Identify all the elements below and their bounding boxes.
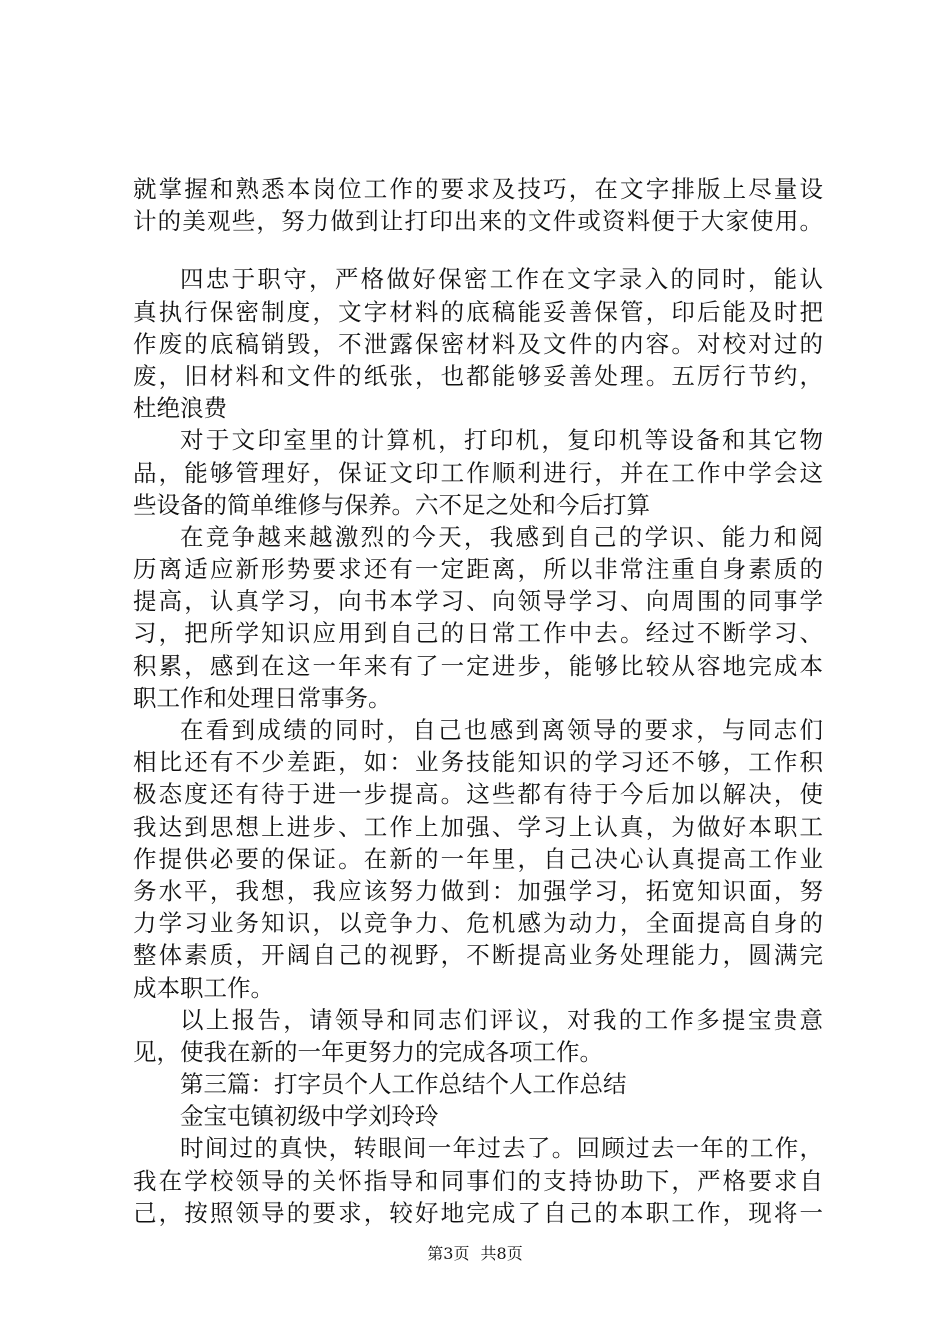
text-line: 我在学校领导的关怀指导和同事们的支持协助下，严格要求自: [133, 1166, 823, 1195]
text-line: 力学习业务知识，以竞争力、危机感为动力，全面提高自身的: [133, 909, 823, 938]
text-line: 作废的底稿销毁，不泄露保密材料及文件的内容。对校对过的: [133, 329, 823, 358]
text-line: 整体素质，开阔自己的视野，不断提高业务处理能力，圆满完: [133, 941, 823, 970]
text-line: 职工作和处理日常事务。: [133, 683, 392, 712]
text-line: 在看到成绩的同时，自己也感到离领导的要求，与同志们: [180, 716, 823, 744]
text-line: 己，按照领导的要求，较好地完成了自己的本职工作，现将一: [133, 1198, 823, 1227]
text-line: 对于文印室里的计算机，打印机，复印机等设备和其它物: [180, 426, 823, 455]
text-line: 成本职工作。: [133, 973, 274, 1002]
text-line: 相比还有不少差距，如：业务技能知识的学习还不够，工作积: [133, 748, 823, 777]
text-line: 见，使我在新的一年更努力的完成各项工作。: [133, 1037, 603, 1066]
text-line: 时间过的真快，转眼间一年过去了。回顾过去一年的工作，: [180, 1134, 823, 1163]
text-line: 作提供必要的保证。在新的一年里，自己决心认真提高工作业: [133, 844, 823, 873]
author-line: 金宝屯镇初级中学刘玲玲: [180, 1102, 439, 1131]
text-line: 计的美观些，努力做到让打印出来的文件或资料便于大家使用。: [133, 207, 823, 236]
text-line: 习，把所学知识应用到自己的日常工作中去。经过不断学习、: [133, 619, 823, 648]
text-line: 在竞争越来越激烈的今天，我感到自己的学识、能力和阅: [180, 522, 823, 551]
page-total: 共8页: [480, 1244, 523, 1263]
text-line: 就掌握和熟悉本岗位工作的要求及技巧，在文字排版上尽量设: [133, 175, 823, 203]
document-body: [133, 173, 823, 1229]
text-line: 杜绝浪费: [133, 394, 227, 423]
text-line: 务水平，我想，我应该努力做到：加强学习，拓宽知识面，努: [133, 876, 823, 905]
text-line: 历离适应新形势要求还有一定距离，所以非常注重自身素质的: [133, 555, 823, 584]
section-heading: 第三篇：打字员个人工作总结个人工作总结: [180, 1070, 627, 1099]
text-line: 以上报告，请领导和同志们评议，对我的工作多提宝贵意: [180, 1005, 823, 1034]
page-footer: [0, 1244, 950, 1264]
text-line: 品，能够管理好，保证文印工作顺利进行，并在工作中学会这: [133, 458, 823, 487]
text-line: 积累，感到在这一年来有了一定进步，能够比较从容地完成本: [133, 651, 823, 680]
text-line: 极态度还有待于进一步提高。这些都有待于今后加以解决，使: [133, 780, 823, 809]
text-line: 提高，认真学习，向书本学习、向领导学习、向周围的同事学: [133, 587, 823, 616]
text-line: 真执行保密制度，文字材料的底稿能妥善保管，印后能及时把: [133, 297, 823, 326]
page-number: 第3页: [427, 1244, 470, 1263]
text-line: 些设备的简单维修与保养。六不足之处和今后打算: [133, 490, 650, 519]
text-line: 我达到思想上进步、工作上加强、学习上认真，为做好本职工: [133, 812, 823, 841]
paragraph-gap: [133, 237, 823, 263]
text-line: 四忠于职守，严格做好保密工作在文字录入的同时，能认: [180, 265, 823, 294]
text-line: 废，旧材料和文件的纸张，也都能够妥善处理。五厉行节约，: [133, 361, 823, 390]
